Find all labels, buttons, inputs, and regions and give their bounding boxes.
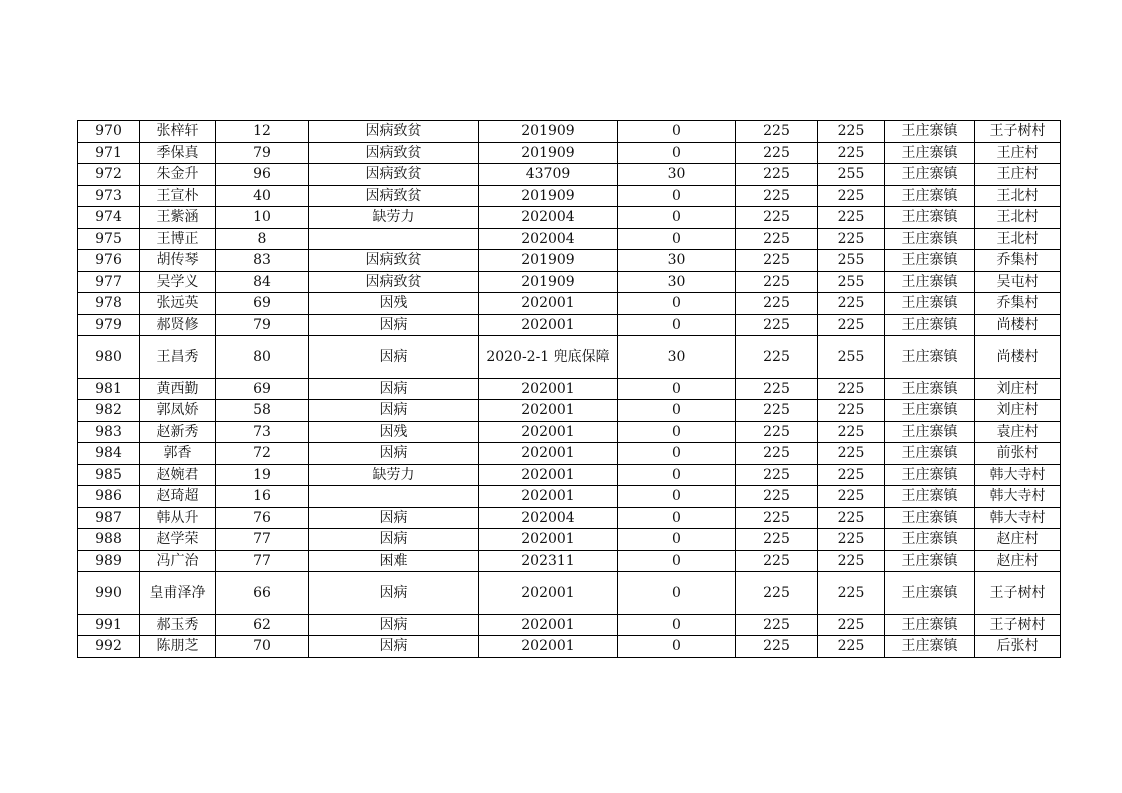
date-cell: 202004 [479, 207, 618, 229]
town-cell: 王庄寨镇 [885, 142, 975, 164]
village-cell: 前张村 [975, 443, 1061, 465]
age-cell: 76 [216, 507, 309, 529]
village-cell: 赵庄村 [975, 550, 1061, 572]
village-cell: 刘庄村 [975, 378, 1061, 400]
total-amount-cell: 225 [818, 228, 885, 250]
total-amount-cell: 225 [818, 614, 885, 636]
supplement-cell: 0 [618, 314, 736, 336]
table-row [78, 636, 1061, 658]
name-cell: 张梓轩 [140, 121, 216, 143]
supplement-cell: 0 [618, 293, 736, 315]
age-cell: 66 [216, 572, 309, 615]
supplement-cell: 0 [618, 228, 736, 250]
town-cell: 王庄寨镇 [885, 185, 975, 207]
village-cell: 韩大寺村 [975, 507, 1061, 529]
reason-cell [309, 486, 479, 508]
table-row [78, 336, 1061, 379]
total-amount-cell: 225 [818, 314, 885, 336]
town-cell: 王庄寨镇 [885, 378, 975, 400]
date-cell: 201909 [479, 121, 618, 143]
town-cell: 王庄寨镇 [885, 250, 975, 272]
date-cell: 202001 [479, 529, 618, 551]
date-cell: 202001 [479, 486, 618, 508]
name-cell: 赵学荣 [140, 529, 216, 551]
row-number-cell: 977 [78, 271, 140, 293]
town-cell: 王庄寨镇 [885, 228, 975, 250]
total-amount-cell: 225 [818, 507, 885, 529]
town-cell: 王庄寨镇 [885, 572, 975, 615]
base-amount-cell: 225 [736, 142, 818, 164]
table-row [78, 142, 1061, 164]
town-cell: 王庄寨镇 [885, 421, 975, 443]
row-number-cell: 972 [78, 164, 140, 186]
date-cell: 202001 [479, 464, 618, 486]
table-body [78, 121, 1061, 658]
village-cell: 王庄村 [975, 142, 1061, 164]
village-cell: 后张村 [975, 636, 1061, 658]
base-amount-cell: 225 [736, 507, 818, 529]
supplement-cell: 0 [618, 142, 736, 164]
age-cell: 80 [216, 336, 309, 379]
village-cell: 王子树村 [975, 121, 1061, 143]
town-cell: 王庄寨镇 [885, 636, 975, 658]
base-amount-cell: 225 [736, 271, 818, 293]
row-number-cell: 984 [78, 443, 140, 465]
reason-cell: 因病 [309, 572, 479, 615]
table-row [78, 250, 1061, 272]
town-cell: 王庄寨镇 [885, 400, 975, 422]
town-cell: 王庄寨镇 [885, 271, 975, 293]
name-cell: 郝贤修 [140, 314, 216, 336]
name-cell: 胡传琴 [140, 250, 216, 272]
name-cell: 赵婉君 [140, 464, 216, 486]
age-cell: 12 [216, 121, 309, 143]
reason-cell: 缺劳力 [309, 464, 479, 486]
age-cell: 79 [216, 142, 309, 164]
reason-cell: 因病 [309, 443, 479, 465]
base-amount-cell: 225 [736, 550, 818, 572]
total-amount-cell: 225 [818, 636, 885, 658]
supplement-cell: 0 [618, 464, 736, 486]
date-cell: 202001 [479, 293, 618, 315]
supplement-cell: 30 [618, 336, 736, 379]
table-row [78, 529, 1061, 551]
date-cell: 201909 [479, 185, 618, 207]
age-cell: 84 [216, 271, 309, 293]
supplement-cell: 0 [618, 614, 736, 636]
reason-cell: 因病 [309, 336, 479, 379]
village-cell: 王北村 [975, 185, 1061, 207]
town-cell: 王庄寨镇 [885, 336, 975, 379]
date-cell: 201909 [479, 142, 618, 164]
reason-cell: 缺劳力 [309, 207, 479, 229]
reason-cell: 因病 [309, 614, 479, 636]
supplement-cell: 0 [618, 636, 736, 658]
village-cell: 乔集村 [975, 293, 1061, 315]
row-number-cell: 990 [78, 572, 140, 615]
age-cell: 79 [216, 314, 309, 336]
supplement-cell: 30 [618, 250, 736, 272]
reason-cell: 因病致贫 [309, 164, 479, 186]
town-cell: 王庄寨镇 [885, 121, 975, 143]
base-amount-cell: 225 [736, 228, 818, 250]
table-row [78, 121, 1061, 143]
total-amount-cell: 225 [818, 486, 885, 508]
row-number-cell: 978 [78, 293, 140, 315]
base-amount-cell: 225 [736, 614, 818, 636]
reason-cell: 因病 [309, 314, 479, 336]
reason-cell: 因病致贫 [309, 142, 479, 164]
age-cell: 10 [216, 207, 309, 229]
base-amount-cell: 225 [736, 400, 818, 422]
base-amount-cell: 225 [736, 336, 818, 379]
total-amount-cell: 225 [818, 464, 885, 486]
supplement-cell: 0 [618, 486, 736, 508]
row-number-cell: 983 [78, 421, 140, 443]
village-cell: 王庄村 [975, 164, 1061, 186]
age-cell: 77 [216, 529, 309, 551]
base-amount-cell: 225 [736, 572, 818, 615]
date-cell: 202001 [479, 378, 618, 400]
reason-cell: 因病 [309, 636, 479, 658]
table-row [78, 271, 1061, 293]
town-cell: 王庄寨镇 [885, 486, 975, 508]
table-row [78, 378, 1061, 400]
name-cell: 郝玉秀 [140, 614, 216, 636]
supplement-cell: 0 [618, 443, 736, 465]
row-number-cell: 991 [78, 614, 140, 636]
total-amount-cell: 225 [818, 572, 885, 615]
date-cell: 201909 [479, 250, 618, 272]
total-amount-cell: 225 [818, 293, 885, 315]
total-amount-cell: 225 [818, 529, 885, 551]
supplement-cell: 0 [618, 421, 736, 443]
town-cell: 王庄寨镇 [885, 464, 975, 486]
row-number-cell: 979 [78, 314, 140, 336]
row-number-cell: 982 [78, 400, 140, 422]
village-cell: 王北村 [975, 228, 1061, 250]
supplement-cell: 0 [618, 529, 736, 551]
base-amount-cell: 225 [736, 378, 818, 400]
row-number-cell: 980 [78, 336, 140, 379]
supplement-cell: 0 [618, 550, 736, 572]
base-amount-cell: 225 [736, 293, 818, 315]
table-row [78, 421, 1061, 443]
age-cell: 8 [216, 228, 309, 250]
table-row [78, 550, 1061, 572]
name-cell: 王紫涵 [140, 207, 216, 229]
total-amount-cell: 225 [818, 400, 885, 422]
row-number-cell: 970 [78, 121, 140, 143]
name-cell: 陈朋芝 [140, 636, 216, 658]
reason-cell [309, 228, 479, 250]
town-cell: 王庄寨镇 [885, 614, 975, 636]
table-row [78, 228, 1061, 250]
reason-cell: 困难 [309, 550, 479, 572]
age-cell: 73 [216, 421, 309, 443]
reason-cell: 因病致贫 [309, 271, 479, 293]
table-row [78, 486, 1061, 508]
village-cell: 韩大寺村 [975, 486, 1061, 508]
base-amount-cell: 225 [736, 636, 818, 658]
town-cell: 王庄寨镇 [885, 550, 975, 572]
village-cell: 韩大寺村 [975, 464, 1061, 486]
total-amount-cell: 255 [818, 271, 885, 293]
age-cell: 40 [216, 185, 309, 207]
age-cell: 69 [216, 293, 309, 315]
date-cell: 202001 [479, 421, 618, 443]
table-row [78, 293, 1061, 315]
reason-cell: 因病致贫 [309, 121, 479, 143]
base-amount-cell: 225 [736, 464, 818, 486]
town-cell: 王庄寨镇 [885, 164, 975, 186]
date-cell: 202001 [479, 572, 618, 615]
reason-cell: 因病 [309, 400, 479, 422]
total-amount-cell: 255 [818, 164, 885, 186]
village-cell: 赵庄村 [975, 529, 1061, 551]
supplement-cell: 0 [618, 185, 736, 207]
date-cell: 202004 [479, 507, 618, 529]
village-cell: 吴屯村 [975, 271, 1061, 293]
table-row [78, 464, 1061, 486]
date-cell: 202001 [479, 400, 618, 422]
total-amount-cell: 225 [818, 421, 885, 443]
age-cell: 70 [216, 636, 309, 658]
age-cell: 19 [216, 464, 309, 486]
beneficiary-table [77, 120, 1061, 658]
village-cell: 乔集村 [975, 250, 1061, 272]
table-row [78, 164, 1061, 186]
age-cell: 72 [216, 443, 309, 465]
total-amount-cell: 225 [818, 207, 885, 229]
base-amount-cell: 225 [736, 443, 818, 465]
base-amount-cell: 225 [736, 486, 818, 508]
base-amount-cell: 225 [736, 421, 818, 443]
table-row [78, 507, 1061, 529]
name-cell: 皇甫泽净 [140, 572, 216, 615]
town-cell: 王庄寨镇 [885, 207, 975, 229]
total-amount-cell: 255 [818, 336, 885, 379]
name-cell: 黄西勤 [140, 378, 216, 400]
base-amount-cell: 225 [736, 121, 818, 143]
reason-cell: 因病 [309, 378, 479, 400]
row-number-cell: 981 [78, 378, 140, 400]
age-cell: 58 [216, 400, 309, 422]
base-amount-cell: 225 [736, 250, 818, 272]
date-cell: 202004 [479, 228, 618, 250]
date-cell: 202001 [479, 636, 618, 658]
base-amount-cell: 225 [736, 529, 818, 551]
town-cell: 王庄寨镇 [885, 529, 975, 551]
row-number-cell: 971 [78, 142, 140, 164]
supplement-cell: 0 [618, 507, 736, 529]
total-amount-cell: 225 [818, 378, 885, 400]
row-number-cell: 976 [78, 250, 140, 272]
row-number-cell: 986 [78, 486, 140, 508]
age-cell: 62 [216, 614, 309, 636]
town-cell: 王庄寨镇 [885, 293, 975, 315]
table-row [78, 207, 1061, 229]
name-cell: 赵琦超 [140, 486, 216, 508]
row-number-cell: 975 [78, 228, 140, 250]
base-amount-cell: 225 [736, 164, 818, 186]
row-number-cell: 985 [78, 464, 140, 486]
supplement-cell: 30 [618, 164, 736, 186]
total-amount-cell: 225 [818, 142, 885, 164]
town-cell: 王庄寨镇 [885, 507, 975, 529]
date-cell: 2020-2-1 兜底保障 [479, 336, 618, 379]
date-cell: 202001 [479, 314, 618, 336]
row-number-cell: 974 [78, 207, 140, 229]
name-cell: 郭香 [140, 443, 216, 465]
total-amount-cell: 255 [818, 250, 885, 272]
table-row [78, 443, 1061, 465]
name-cell: 朱金升 [140, 164, 216, 186]
age-cell: 16 [216, 486, 309, 508]
date-cell: 201909 [479, 271, 618, 293]
name-cell: 吴学义 [140, 271, 216, 293]
total-amount-cell: 225 [818, 550, 885, 572]
base-amount-cell: 225 [736, 185, 818, 207]
name-cell: 赵新秀 [140, 421, 216, 443]
village-cell: 王北村 [975, 207, 1061, 229]
total-amount-cell: 225 [818, 121, 885, 143]
name-cell: 王昌秀 [140, 336, 216, 379]
row-number-cell: 992 [78, 636, 140, 658]
reason-cell: 因病致贫 [309, 185, 479, 207]
supplement-cell: 30 [618, 271, 736, 293]
reason-cell: 因病致贫 [309, 250, 479, 272]
name-cell: 冯广治 [140, 550, 216, 572]
village-cell: 尚楼村 [975, 336, 1061, 379]
name-cell: 郭凤娇 [140, 400, 216, 422]
name-cell: 韩从升 [140, 507, 216, 529]
supplement-cell: 0 [618, 207, 736, 229]
row-number-cell: 987 [78, 507, 140, 529]
supplement-cell: 0 [618, 121, 736, 143]
reason-cell: 因病 [309, 529, 479, 551]
row-number-cell: 988 [78, 529, 140, 551]
name-cell: 王宣朴 [140, 185, 216, 207]
supplement-cell: 0 [618, 378, 736, 400]
age-cell: 83 [216, 250, 309, 272]
reason-cell: 因残 [309, 421, 479, 443]
name-cell: 季保真 [140, 142, 216, 164]
date-cell: 202311 [479, 550, 618, 572]
village-cell: 袁庄村 [975, 421, 1061, 443]
base-amount-cell: 225 [736, 314, 818, 336]
table-row [78, 400, 1061, 422]
table-row [78, 614, 1061, 636]
age-cell: 77 [216, 550, 309, 572]
town-cell: 王庄寨镇 [885, 314, 975, 336]
age-cell: 96 [216, 164, 309, 186]
reason-cell: 因病 [309, 507, 479, 529]
village-cell: 王子树村 [975, 614, 1061, 636]
name-cell: 张远英 [140, 293, 216, 315]
village-cell: 尚楼村 [975, 314, 1061, 336]
date-cell: 202001 [479, 614, 618, 636]
total-amount-cell: 225 [818, 185, 885, 207]
supplement-cell: 0 [618, 572, 736, 615]
name-cell: 王博正 [140, 228, 216, 250]
total-amount-cell: 225 [818, 443, 885, 465]
table-row [78, 314, 1061, 336]
base-amount-cell: 225 [736, 207, 818, 229]
table-row [78, 185, 1061, 207]
reason-cell: 因残 [309, 293, 479, 315]
supplement-cell: 0 [618, 400, 736, 422]
age-cell: 69 [216, 378, 309, 400]
town-cell: 王庄寨镇 [885, 443, 975, 465]
table-row [78, 572, 1061, 615]
row-number-cell: 973 [78, 185, 140, 207]
village-cell: 王子树村 [975, 572, 1061, 615]
row-number-cell: 989 [78, 550, 140, 572]
village-cell: 刘庄村 [975, 400, 1061, 422]
date-cell: 43709 [479, 164, 618, 186]
date-cell: 202001 [479, 443, 618, 465]
